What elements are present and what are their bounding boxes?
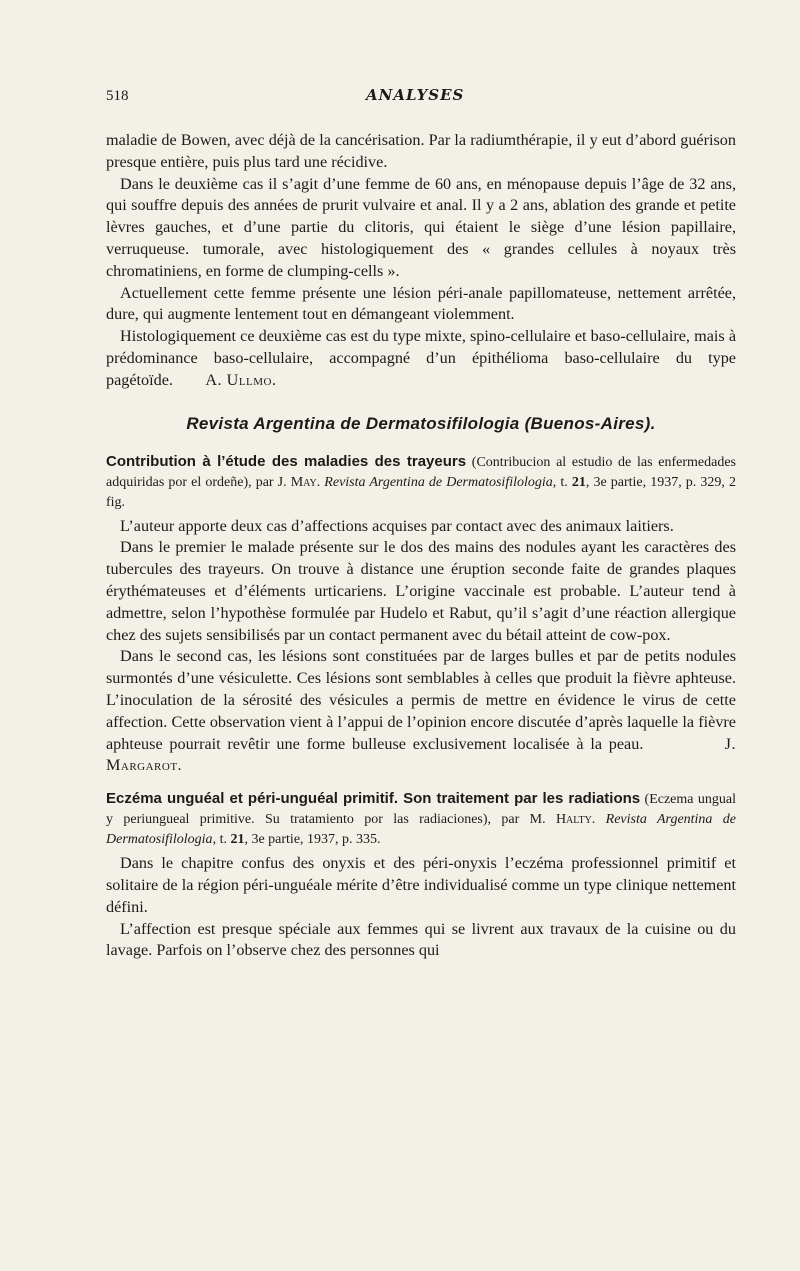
article-header (106, 789, 736, 849)
paragraph: Dans le premier le malade présente sur le dos des mains des nodules ayant les caractères des tubercules des trayeurs. On trouve à distance une éruption seconde faite de grandes plaques érythémateuses et d’éléments urticariens. L’origine vaccinale est probable. L’auteur tend à admettre, selon l’hypothèse formulée par Hudelo et Rabut, qu’il s’agit d’une réaction allergique chez des sujets sensibilisés par un contact permanent avec du bétail atteint de cow-pox. (106, 538, 736, 644)
paragraph (106, 646, 736, 777)
paragraph (106, 326, 736, 391)
reference-text: , 3e partie, 1937, p. 335. (244, 832, 381, 848)
paragraph: maladie de Bowen, avec déjà de la cancérisation. Par la radiumthérapie, il y eut d’abord guérison presque entière, puis plus tard une récidive. (106, 131, 736, 171)
reference-volume: 21 (230, 832, 245, 848)
reference-author: May (290, 474, 317, 490)
article-title: Eczéma unguéal et péri-unguéal primitif. Son traitement par les radiations (106, 790, 641, 808)
journal-heading: Revista Argentina de Dermatosifilologia (Buenos-Aires). (186, 413, 656, 433)
paragraph: L’auteur apporte deux cas d’affections acquises par contact avec des animaux laitiers. (120, 516, 674, 535)
reference-author: Halty (555, 812, 592, 828)
author-signature: J. Margarot. (106, 734, 736, 775)
reference-text: . (316, 474, 325, 490)
reference-text: (Eczema ungual y periungueal primitive. Su tratamiento por las radiaciones), par M. (106, 792, 737, 828)
paragraph: Dans le deuxième cas il s’agit d’une femme de 60 ans, en ménopause depuis l’âge de 32 ans, qui souffre depuis des années de prurit vulvaire et anal. Il y a 2 ans, ablation des grande et petite lèvres gauches, et d’une partie du clitoris, qui étaient le siège d’une lésion papillaire, verruqueuse. tumorale, avec histologiquement des « grandes cellules à noyaux très chromatiniens, en forme de clumping-cells ». (106, 174, 736, 280)
article-maladies-trayeurs (106, 452, 736, 778)
page-number: 518 (106, 88, 129, 104)
reference-volume: 21 (571, 474, 586, 490)
paragraph-text: Histologiquement ce deuxième cas est du type mixte, spino-cellulaire et baso-cellulaire, mais à prédominance baso-cellulaire, accompagné d’un épithélioma baso-cellulaire du type pagétoïde. (106, 327, 736, 389)
reference-text: (Contribucion al estudio de las enfermedades adquiridas por el ordeñe), par J. (106, 454, 736, 490)
reference-text: , 3e partie, 1937, p. 329, 2 fig. (106, 474, 736, 510)
reference-journal: Revista Argentina de Dermatosifilologia (324, 474, 553, 490)
paragraph-text: Dans le second cas, les lésions sont constituées par de larges bulles et par de petits nodules surmontés d’une vésiculette. Ces lésions sont semblables à celles que produit la fièvre aphteuse. L’inoculation de la sérosité des vésicules a permis de mettre en évidence le virus de cette affection. Cette observation vient à l’appui de l’opinion encore discutée d’après laquelle la fièvre aphteuse pourrait revêtir une forme bulleuse exclusivement localisée à la peau. (106, 647, 736, 753)
paragraph: L’affection est presque spéciale aux femmes qui se livrent aux travaux de la cuisine ou du lavage. Parfois on l’observe chez des personnes qui (106, 919, 736, 960)
article-header (106, 452, 736, 512)
running-title: ANALYSES (366, 86, 465, 104)
running-header (106, 86, 736, 112)
reference-text: , t. (552, 474, 572, 490)
paragraph: Dans le chapitre confus des onyxis et des péri-onyxis l’eczéma professionnel primitif et solitaire de la région péri-unguéale mérite d’être individualisé comme un type clinique nettement défini. (106, 854, 736, 916)
reference-text: , t. (212, 832, 231, 848)
reference-text: . (591, 812, 606, 828)
page (106, 86, 736, 974)
article-title: Contribution à l’étude des maladies des trayeurs (106, 452, 467, 470)
paragraph: Actuellement cette femme présente une lésion péri-anale papillomateuse, nettement arrêtée, dure, qui augmente lentement tout en démangeant violemment. (106, 283, 736, 324)
article-eczema-ungueal (106, 789, 736, 962)
reference-journal: Revista Argentina de Dermatosifilologia (106, 812, 737, 848)
intro-section (106, 130, 736, 392)
author-signature: A. Ullmo. (205, 370, 277, 389)
